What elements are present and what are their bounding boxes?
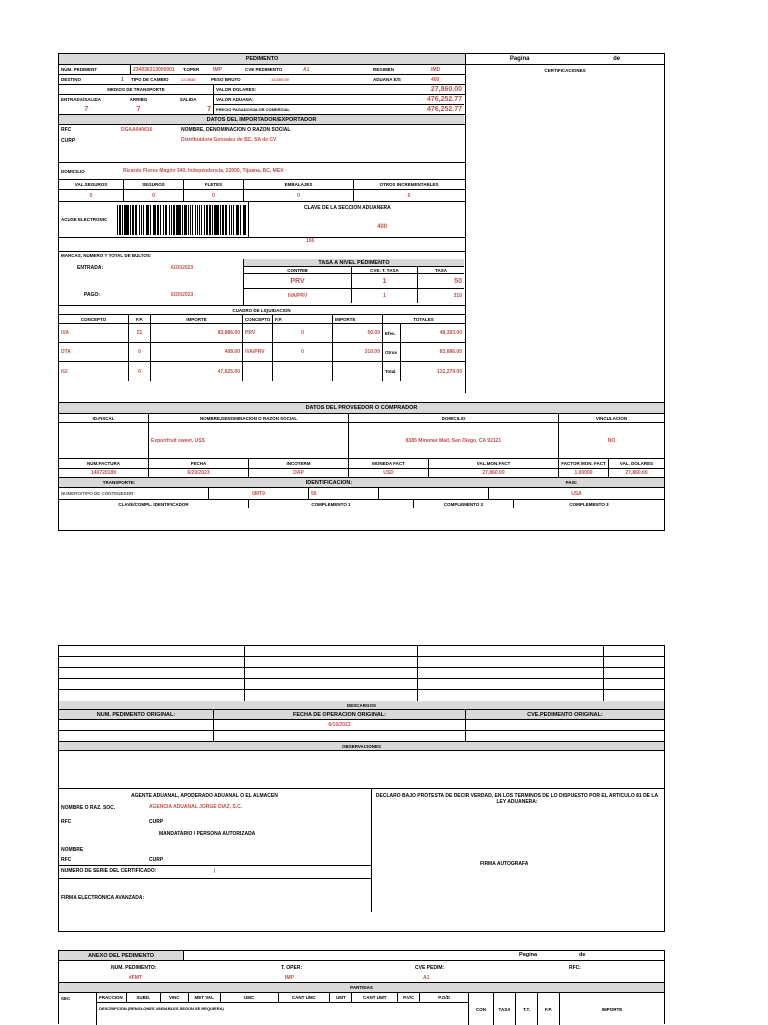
blank-grid-cell	[418, 668, 604, 678]
fp2-label: F.P.	[273, 315, 333, 323]
tasa-title: TASA A NIVEL PEDIMENTO	[244, 259, 464, 266]
liquidacion-concepto: IVA	[59, 324, 129, 342]
moneda-label: MONEDA FACT	[349, 459, 429, 468]
cve-t-tasa-label: CVE. T. TASA	[352, 267, 418, 273]
blank-grid-row	[59, 646, 664, 657]
val-mon-label: VAL.MON.FACT	[429, 459, 559, 468]
blank-grid-cell	[604, 679, 664, 689]
pvc-label: P.V/C	[398, 993, 420, 1002]
sec-label: SEC	[59, 993, 97, 1025]
val-dolares-value: 27,860.00	[609, 469, 664, 477]
met-val-label: MET VAL	[189, 993, 221, 1002]
moneda-value: USD	[349, 469, 429, 477]
anexo-importe-label: IMPORTE	[560, 993, 664, 1025]
liquidacion-tot: 48,393.00	[401, 324, 464, 342]
num-ped-orig-value	[59, 720, 214, 730]
factor-label: FACTOR MON. FACT	[559, 459, 609, 468]
val-seguros-label: VAL.SEGUROS	[59, 180, 124, 189]
barcode-bar	[171, 205, 172, 235]
pedimento-form	[58, 53, 665, 531]
identificacion-value-2: 56	[309, 488, 379, 499]
embalajes-value: 0	[244, 190, 354, 201]
cve-orig-value	[466, 720, 664, 730]
liquidacion-row	[59, 324, 465, 343]
pedimento-title: PEDIMENTO	[59, 54, 466, 64]
anexo-cve-pedim-value: A1	[423, 975, 429, 981]
valor-aduana-value: 476,252.77	[366, 95, 464, 104]
de-label: de	[613, 56, 620, 62]
seguros-label: SEGUROS	[124, 180, 184, 189]
blank-grid-row	[59, 679, 664, 690]
mandatario-label: MANDATARIO / PERSONA AUTORIZADA	[159, 831, 255, 837]
seguros-value: 0	[124, 190, 184, 201]
vinc-label: VINC	[161, 993, 189, 1002]
agente-curp-label: CURP	[149, 819, 163, 825]
marcas-label: MARCAS, NUMERO Y TOTAL DE BULTOS:	[59, 252, 244, 259]
liquidacion-concepto2: PRV	[243, 324, 273, 342]
descripcion-label: DESCRIPCION (RENGLONES VARIABLES SEGÚN SE REQUIERA)	[97, 1003, 467, 1013]
precio-pagado-label: PRECIO PAGADO/VALOR COMERCIAL	[214, 105, 366, 114]
rfc-value: DGAA040616	[121, 127, 152, 133]
proveedor-nombre-label: NOMBRE,DENOMINACION O RAZON SOCIAL	[149, 414, 349, 422]
num-factura-label: NUM.FACTURA	[59, 459, 149, 468]
id-fiscal-label: ID.FISCAL	[59, 414, 149, 422]
otros-incrementables-label: OTROS INCREMENTABLES	[354, 180, 464, 189]
con-label: CON	[469, 993, 494, 1025]
complemento1-label: COMPLEMENTO 1	[249, 500, 414, 508]
num-pedimento-value: 234036213000001	[131, 65, 181, 74]
liquidacion-fp2: 0	[273, 324, 333, 342]
liquidacion-importe2: 50.00	[333, 324, 383, 342]
incoterm-label: INCOTERM	[249, 459, 349, 468]
anexo-cve-pedim-label: CVE PEDIM:	[415, 965, 444, 971]
aduana-value: 400	[429, 75, 464, 84]
liquidacion-tot-label: Otros	[383, 343, 401, 361]
umc-label: UMC	[221, 993, 279, 1002]
tasa-col-label: TASA	[494, 993, 516, 1025]
embalajes-label: EMBALAJES	[244, 180, 354, 189]
barcode-bar	[222, 205, 223, 235]
liquidacion-fp2: 0	[273, 343, 333, 361]
complemento3-label: COMPLEMENTO 3	[514, 500, 664, 508]
regimen-label: REGIMEN	[371, 65, 429, 74]
agente-title: AGENTE ADUANAL, APODERADO ADUANAL O EL ALMACEN	[131, 793, 278, 799]
liquidacion-tot: 83,886.00	[401, 343, 464, 361]
anexo-fp-label: F.P.	[538, 993, 560, 1025]
barcode-bar	[220, 205, 221, 235]
liquidacion-importe2: 310.00	[333, 343, 383, 361]
destino-value: 1	[119, 75, 129, 84]
cve-pedimento-label: CVE PEDIMENTO	[243, 65, 301, 74]
anexo-num-ped-label: NUM. PEDIMENTO:	[111, 965, 156, 971]
concepto2-label: CONCEPTO	[243, 315, 273, 323]
cve-pedimento-value: A1	[301, 65, 371, 74]
barcode-bar	[150, 205, 151, 235]
barcode-bar	[229, 205, 230, 235]
anexo-pagina-label: Pagina	[519, 952, 537, 958]
val-mon-value: 27,860.00	[429, 469, 559, 477]
importe-label: IMPORTE	[151, 315, 243, 323]
tt-label: T.T.	[516, 993, 538, 1025]
blank-grid-cell	[245, 679, 418, 689]
subd-label: SUBD.	[127, 993, 161, 1002]
barcode-bar	[192, 205, 193, 235]
importador-title: DATOS DEL IMPORTADOR/EXPORTADOR	[59, 115, 464, 124]
identificacion-label: IDENTIFICACION:	[179, 478, 479, 487]
entrada-fecha-value: 6/20/2023	[171, 265, 193, 271]
blank-grid-cell	[245, 657, 418, 667]
barcode-bar	[226, 205, 227, 235]
barcode-bar	[201, 205, 202, 235]
proveedor-title: DATOS DEL PROVEEDOR O COMPRADOR	[59, 403, 664, 413]
blank-grid-cell	[418, 690, 604, 701]
pagina-label: Pagina	[510, 56, 530, 62]
clave-seccion-value: 400	[377, 224, 387, 230]
importador-nombre: Distribuidora Gonzalez de BC, SA de CV	[181, 137, 276, 143]
tasa-row-cve: 1	[352, 289, 418, 303]
domicilio-label: DOMICILIO	[59, 163, 121, 179]
blank-grid-cell	[245, 668, 418, 678]
blank-grid-cell	[418, 657, 604, 667]
anexo-rfc-label: RFC:	[569, 965, 581, 971]
tipo-cambio-label: TIPO DE CAMBIO	[129, 75, 179, 84]
clave-seccion-label: CLAVE DE LA SECCION ADUANERA	[304, 205, 391, 211]
firma-electronica-label: FIRMA ELECTRONICA AVANZADA:	[61, 895, 144, 901]
anexo-pagina-cell	[184, 951, 664, 960]
peso-bruto-value: 14,000.00	[269, 75, 371, 84]
fecha-orig-value: 6/15/2022	[214, 720, 466, 730]
barcode-bar	[160, 205, 161, 235]
observaciones-title: OBSERVACIONES	[59, 742, 664, 750]
barcode-bar	[188, 205, 189, 235]
anexo-de-label: de	[579, 952, 585, 958]
barcode-bar	[199, 205, 200, 235]
pais-label: PAIS:	[479, 478, 664, 487]
blank-grid-cell	[245, 690, 418, 701]
tasa-label: TASA	[418, 267, 464, 273]
proveedor-domicilio: 8385 Miramar Mall, San Diego, CA 92121	[349, 423, 559, 458]
barcode-bar	[143, 205, 144, 235]
anexo-num-ped-value: #FMT	[129, 975, 142, 981]
fletes-value: 0	[184, 190, 244, 201]
blank-grid-cell	[418, 646, 604, 656]
anexo-form	[58, 950, 665, 1024]
liquidacion-concepto: DTA	[59, 343, 129, 361]
blank-grid-cell	[604, 690, 664, 701]
acuse-label: ACUSE ELECTRONIC	[59, 202, 117, 237]
transporte-label: TRANSPORTE:	[59, 478, 179, 487]
blank-grid-cell	[59, 679, 245, 689]
salida-value: 7	[163, 105, 213, 115]
incoterm-value: DAP	[249, 469, 349, 477]
blank-grid-cell	[59, 657, 245, 667]
agencia-nombre: AGENCIA ADUANAL JORGE DIAZ, S.C.	[149, 804, 242, 810]
rfc-label: RFC	[61, 127, 71, 133]
tipo-cambio-value: 17.0640	[179, 75, 209, 84]
barcode-bar	[166, 205, 167, 235]
t-oper-label: T.OPER	[181, 65, 211, 74]
salida-label: SALIDA	[163, 95, 213, 105]
blank-grid-cell	[604, 657, 664, 667]
fp-label: F.P.	[129, 315, 151, 323]
tasa-row-tasa: 310	[418, 289, 464, 303]
num-pedimento-original-label: NUM. PEDIMENTO ORIGINAL:	[59, 710, 214, 719]
serie-certificado-value: |	[214, 868, 215, 874]
blank-cell	[379, 488, 489, 499]
complemento2-label: COMPLEMENTO 2	[414, 500, 514, 508]
totales-label: TOTALES	[383, 315, 464, 323]
proveedor-domicilio-label: DOMICILIO	[349, 414, 559, 422]
liquidacion-importe: 408.00	[151, 343, 243, 361]
liquidacion-importe: 47,625.00	[151, 362, 243, 381]
liquidacion-row	[59, 343, 465, 362]
agente-rfc-label: RFC	[61, 819, 71, 825]
factor-value: 1.00000	[559, 469, 609, 477]
cant-umc-label: CANT UMC	[279, 993, 331, 1002]
identificacion-value: 0MT9	[209, 488, 309, 499]
blank-grid-cell	[604, 646, 664, 656]
pais-value: USA	[489, 488, 664, 499]
valor-aduana-label: VALOR ADUANA:	[214, 95, 366, 104]
entrada-value: 7	[59, 105, 114, 115]
fletes-label: FLETES	[184, 180, 244, 189]
marcas-value: 155	[306, 238, 314, 244]
medios-transporte-label: MEDIOS DE TRANSPORTE	[59, 85, 214, 94]
nombre-razon-label: NOMBRE, DENOMINACION O RAZON SOCIAL	[181, 127, 290, 133]
id-fiscal-value	[59, 423, 149, 458]
domicilio-value: Ricardo Flores Magón 340, Independencia, 22000, Tijuana, BC, MEX	[121, 163, 464, 179]
barcode-bar	[132, 205, 133, 235]
valor-dolares-value: 27,860.00	[366, 85, 464, 94]
barcode	[117, 205, 247, 235]
fecha-operacion-original-label: FECHA DE OPERACION ORIGINAL:	[214, 710, 466, 719]
destino-label: DESTINO	[59, 75, 119, 84]
liquidacion-fp: 0	[129, 362, 151, 381]
regimen-value: IMD	[429, 65, 464, 74]
liquidacion-title: CUADRO DE LIQUIDACION	[59, 306, 464, 314]
barcode-image	[117, 202, 249, 237]
firma-autografa-label: FIRMA AUTOGRAFA	[480, 861, 528, 867]
num-factura-value: 140720189	[59, 469, 149, 477]
vinculacion-value: NO	[559, 423, 664, 458]
blank-grid-cell	[604, 668, 664, 678]
proveedor-nombre: Exportfruit sweet, USS	[149, 423, 349, 458]
anexo-t-oper-label: T. OPER:	[281, 965, 302, 971]
arribo-value: 7	[114, 105, 164, 115]
curp-label: CURP	[61, 138, 75, 144]
num-ped-orig-value-2	[59, 731, 214, 741]
anexo-t-oper-value: IMP	[285, 975, 294, 981]
serie-certificado-label: NUMERO DE SERIE DEL CERTIFICADO:	[61, 868, 156, 874]
entrada-salida-label: ENTRADA/SALIDA	[59, 95, 114, 105]
barcode-bar	[136, 205, 137, 235]
mandatario-rfc-label: RFC	[61, 857, 71, 863]
pago-fecha-value: 6/20/2023	[171, 292, 193, 298]
t-oper-value: IMP	[211, 65, 243, 74]
blank-grid-cell	[59, 668, 245, 678]
liquidacion-concepto2	[243, 362, 273, 381]
liquidacion-importe: 83,886.00	[151, 324, 243, 342]
fecha-label: FECHA	[149, 459, 249, 468]
pod-label: P.O/D	[420, 993, 468, 1002]
descargos-form	[58, 645, 665, 932]
valor-dolares-label: VALOR DOLARES:	[214, 85, 366, 94]
blank-grid-cell	[245, 646, 418, 656]
tasa-row-contrib: IVA/PRV	[244, 289, 352, 303]
partidas-title: PARTIDAS	[59, 983, 664, 992]
val-seguros-value: 0	[59, 190, 124, 201]
fecha-value: 6/20/2023	[149, 469, 249, 477]
pago-fecha-label: PAGO:	[84, 292, 100, 298]
num-pedimento-label: NUM. PEDIMENT	[59, 65, 131, 74]
blank-grid-row	[59, 657, 664, 668]
barcode-bar	[130, 205, 131, 235]
cant-umt-label: CANT UMT	[352, 993, 398, 1002]
blank-grid-row	[59, 668, 664, 679]
tasa-row-tasa: 50	[418, 274, 464, 288]
blank-grid-cell	[59, 646, 245, 656]
importe2-label: IMPORTE	[333, 315, 383, 323]
liquidacion-concepto2: IVA/PRV	[243, 343, 273, 361]
anexo-title: ANEXO DEL PEDIMENTO	[59, 951, 184, 960]
barcode-bar	[173, 205, 174, 235]
blank-grid-row	[59, 690, 664, 701]
barcode-bar	[210, 205, 211, 235]
liquidacion-tot: 132,279.00	[401, 362, 464, 381]
certificaciones-title: CERTIFICACIONES	[466, 65, 664, 75]
aduana-label: ADUANA E/S	[371, 75, 429, 84]
fraccion-label: FRACCION	[97, 993, 127, 1002]
declaro-text: DECLARO BAJO PROTESTA DE DECIR VERDAD, EN LOS TERMINOS DE LO DISPUESTO POR EL ARTICULO 81 DE LA LEY ADUANERA:	[374, 793, 660, 805]
entrada-fecha-label: ENTRADA:	[77, 265, 103, 271]
peso-bruto-label: PESO BRUTO	[209, 75, 269, 84]
liquidacion-fp: 0	[129, 343, 151, 361]
arribo-label: ARRIBO	[114, 95, 164, 105]
barcode-bar	[240, 205, 241, 235]
contrib-label: CONTRIB	[244, 267, 352, 273]
contenedor-label: NUMERO/TIPO DE CONTENEDOR:	[59, 488, 209, 499]
otros-value: 0	[354, 190, 464, 201]
blank-grid-cell	[59, 690, 245, 701]
umt-label: UMT	[330, 993, 352, 1002]
pagina-cell	[466, 54, 664, 64]
liquidacion-tot-label: Total	[383, 362, 401, 381]
barcode-bar	[233, 205, 234, 235]
clave-compl-label: CLAVE/COMPL. IDENTIFICADOR	[59, 500, 249, 508]
tasa-row-contrib: PRV	[244, 274, 352, 288]
barcode-bar	[158, 205, 159, 235]
tasa-row-cve: 1	[352, 274, 418, 288]
cve-orig-value-2	[466, 731, 664, 741]
barcode-bar	[120, 205, 121, 235]
liquidacion-fp: 21	[129, 324, 151, 342]
vinculacion-label: VINCULACION	[559, 414, 664, 422]
blank-grid-cell	[418, 679, 604, 689]
fecha-orig-value-2	[214, 731, 466, 741]
val-dolares-label: VAL. DOLARES	[609, 459, 664, 468]
nombre-razon-soc-label: NOMBRE O RAZ. SOC.	[61, 805, 115, 811]
liquidacion-row	[59, 362, 465, 381]
concepto-label: CONCEPTO	[59, 315, 129, 323]
barcode-bar	[245, 205, 246, 235]
liquidacion-importe2	[333, 362, 383, 381]
precio-pagado-value: 476,252.77	[366, 105, 464, 114]
mandatario-curp-label: CURP	[149, 857, 163, 863]
liquidacion-fp2	[273, 362, 333, 381]
mandatario-nombre-label: NOMBRE	[61, 847, 83, 853]
barcode-bar	[139, 205, 140, 235]
liquidacion-concepto: IGI	[59, 362, 129, 381]
liquidacion-tot-label: Efec.	[383, 324, 401, 342]
cve-pedimento-original-label: CVE.PEDIMENTO ORIGINAL:	[466, 710, 664, 719]
descargos-title: DESCARGOS	[59, 701, 664, 709]
